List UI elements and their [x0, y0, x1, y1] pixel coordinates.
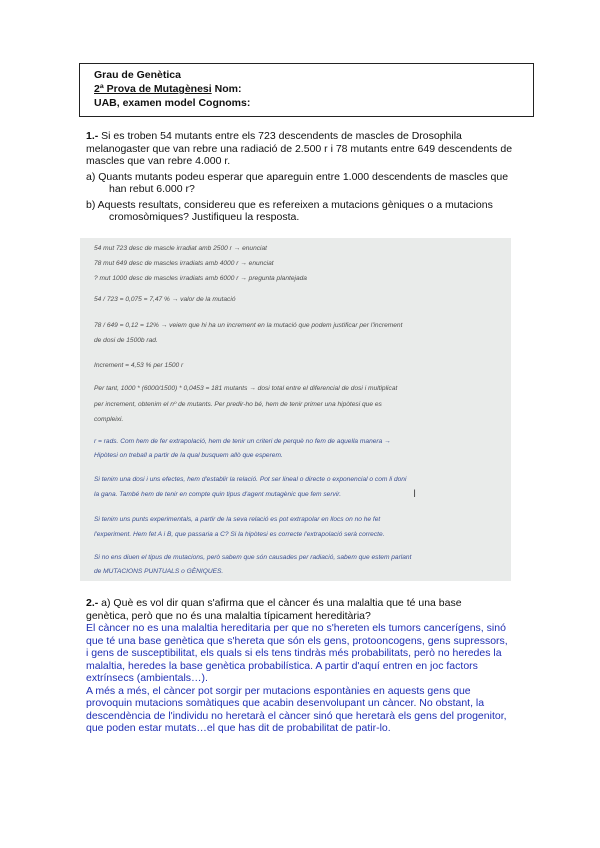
text-cursor-icon: I: [413, 488, 417, 500]
university-surname-line: UAB, examen model Cognoms:: [94, 97, 251, 109]
answer-line: provoquin mutacions somàtiques que acabin desenvolupant un càncer. No obstant, la: [86, 697, 485, 709]
photo-line: ? mut 1000 desc de mascles irradiats amb 6000 r → pregunta plantejada: [94, 275, 307, 282]
question-2-line-1: 2.- a) Què es vol dir quan s'afirma que el càncer és una malaltia que té una base: [86, 597, 462, 609]
answer-line: El càncer no es una malaltia hereditaria per que no s'hereten els tumors cancerígens, sinó: [86, 622, 506, 634]
photo-line: 78 mut 649 desc de mascles irradiats amb 4000 r → enunciat: [94, 260, 274, 267]
photo-line: Si tenim una dosi i uns efectes, hem d'establir la relació. Pot ser lineal o directe o exponencial o com li doni: [94, 476, 407, 483]
photo-line: compleixi.: [94, 416, 124, 423]
exam-title-line: [94, 83, 241, 96]
photo-line: r = rads. Com hem de fer extrapolació, hem de tenir un criteri de perquè no fem de aquella manera →: [94, 438, 391, 445]
exam-title: 2ª Prova de Mutagènesi: [94, 83, 212, 95]
answer-line: A més a més, el càncer pot sorgir per mutacions espontànies en aquests gens que: [86, 684, 471, 697]
question-1-line-1: 1.- Si es troben 54 mutants entre els 723 descendents de mascles de Drosophila: [86, 130, 462, 142]
photo-line: de MUTACIONS PUNTUALS o GÈNIQUES.: [94, 568, 224, 575]
name-label: Nom:: [211, 83, 242, 95]
question-1: [86, 130, 556, 168]
question-1a-line-1: a) Quants mutants podeu esperar que apareguin entre 1.000 descendents de mascles que: [86, 171, 509, 183]
photo-line: l'experiment. Hem fet A i B, que passaria a C? Si la hipòtesi es correcte l'extrapolació serà correcte.: [94, 531, 385, 538]
photo-line: Si no ens diuen el tipus de mutacions, però sabem que són causades per radiació, sabem que estem parlant: [94, 554, 412, 561]
answer-line: descendència de l'individu no heretarà el càncer sinó que heretarà els gens del progenitor,: [86, 709, 507, 722]
question-2-number: 2.-: [86, 597, 99, 609]
photo-line: Increment = 4,53 % per 1500 r: [94, 362, 184, 369]
answer-line: malaltia, heredes la base genètica probabilística. A partir d'aquí entren en joc factors: [86, 659, 478, 672]
answer-photo: [80, 238, 511, 581]
answer-line: que poden estar mutats…el que has dit de probabilitat de patir-lo.: [86, 722, 391, 734]
answer-line: i gens de susceptibilitat, els quals si els tens tindràs més probabilitats, però no heredes la: [86, 647, 502, 659]
photo-line: 54 mut 723 desc de mascle irradiat amb 2500 r → enunciat: [94, 245, 267, 252]
exam-header-box: [79, 63, 534, 117]
answer-line: que té una base genètica que s'hereta que són els gens, protooncogens, gens supressors,: [86, 634, 508, 647]
photo-line: la gana. També hem de tenir en compte quin tipus d'agent mutagènic que fem servir.: [94, 491, 342, 498]
photo-line: 54 / 723 = 0,075 = 7,47 % → valor de la mutació: [94, 296, 236, 303]
answer-line: extrínsecs (ambientals…).: [86, 672, 208, 684]
photo-line: Hipòtesi on treball a partir de la qual busquem allò que esperem.: [94, 452, 283, 459]
photo-line: 78 / 649 = 0,12 = 12% → veiem que hi ha un increment en la mutació que podem justificar per l'increment: [94, 322, 403, 329]
course-title: Grau de Genètica: [94, 69, 181, 81]
question-1-line-3: mascles que van rebre 4.000 r.: [86, 155, 231, 167]
question-1-line-2: melanogaster que van rebre una radiació de 2.500 r i 78 mutants entre 649 descendents de: [86, 142, 513, 155]
question-1b-line-2: cromosòmiques? Justifiqueu la resposta.: [109, 211, 300, 223]
answer-text: [86, 622, 560, 735]
question-1a-line-2: han rebut 6.000 r?: [109, 183, 195, 195]
photo-line: de dosi de 1500b rad.: [94, 337, 158, 344]
question-2: [86, 597, 556, 622]
photo-line: per increment, obtenim el nº de mutants. Per predir-ho bé, hem de tenir primer una hipòtesi que es: [94, 401, 382, 408]
question-1-number: 1.-: [86, 130, 99, 142]
photo-line: Si tenim uns punts experimentals, a partir de la seva relació es pot extrapolar en llocs on no he fet: [94, 516, 381, 523]
question-1b-line-1: b) Aquests resultats, considereu que es refereixen a mutacions gèniques o a mutacions: [86, 199, 493, 211]
photo-line: Per tant, 1000 * (6000/1500) * 0,0453 = 181 mutants → dosi total entre el diferencial de dosi i multiplicat: [94, 385, 398, 392]
question-2-line-2: genètica, però que no és una malaltia típicament hereditària?: [86, 609, 371, 622]
